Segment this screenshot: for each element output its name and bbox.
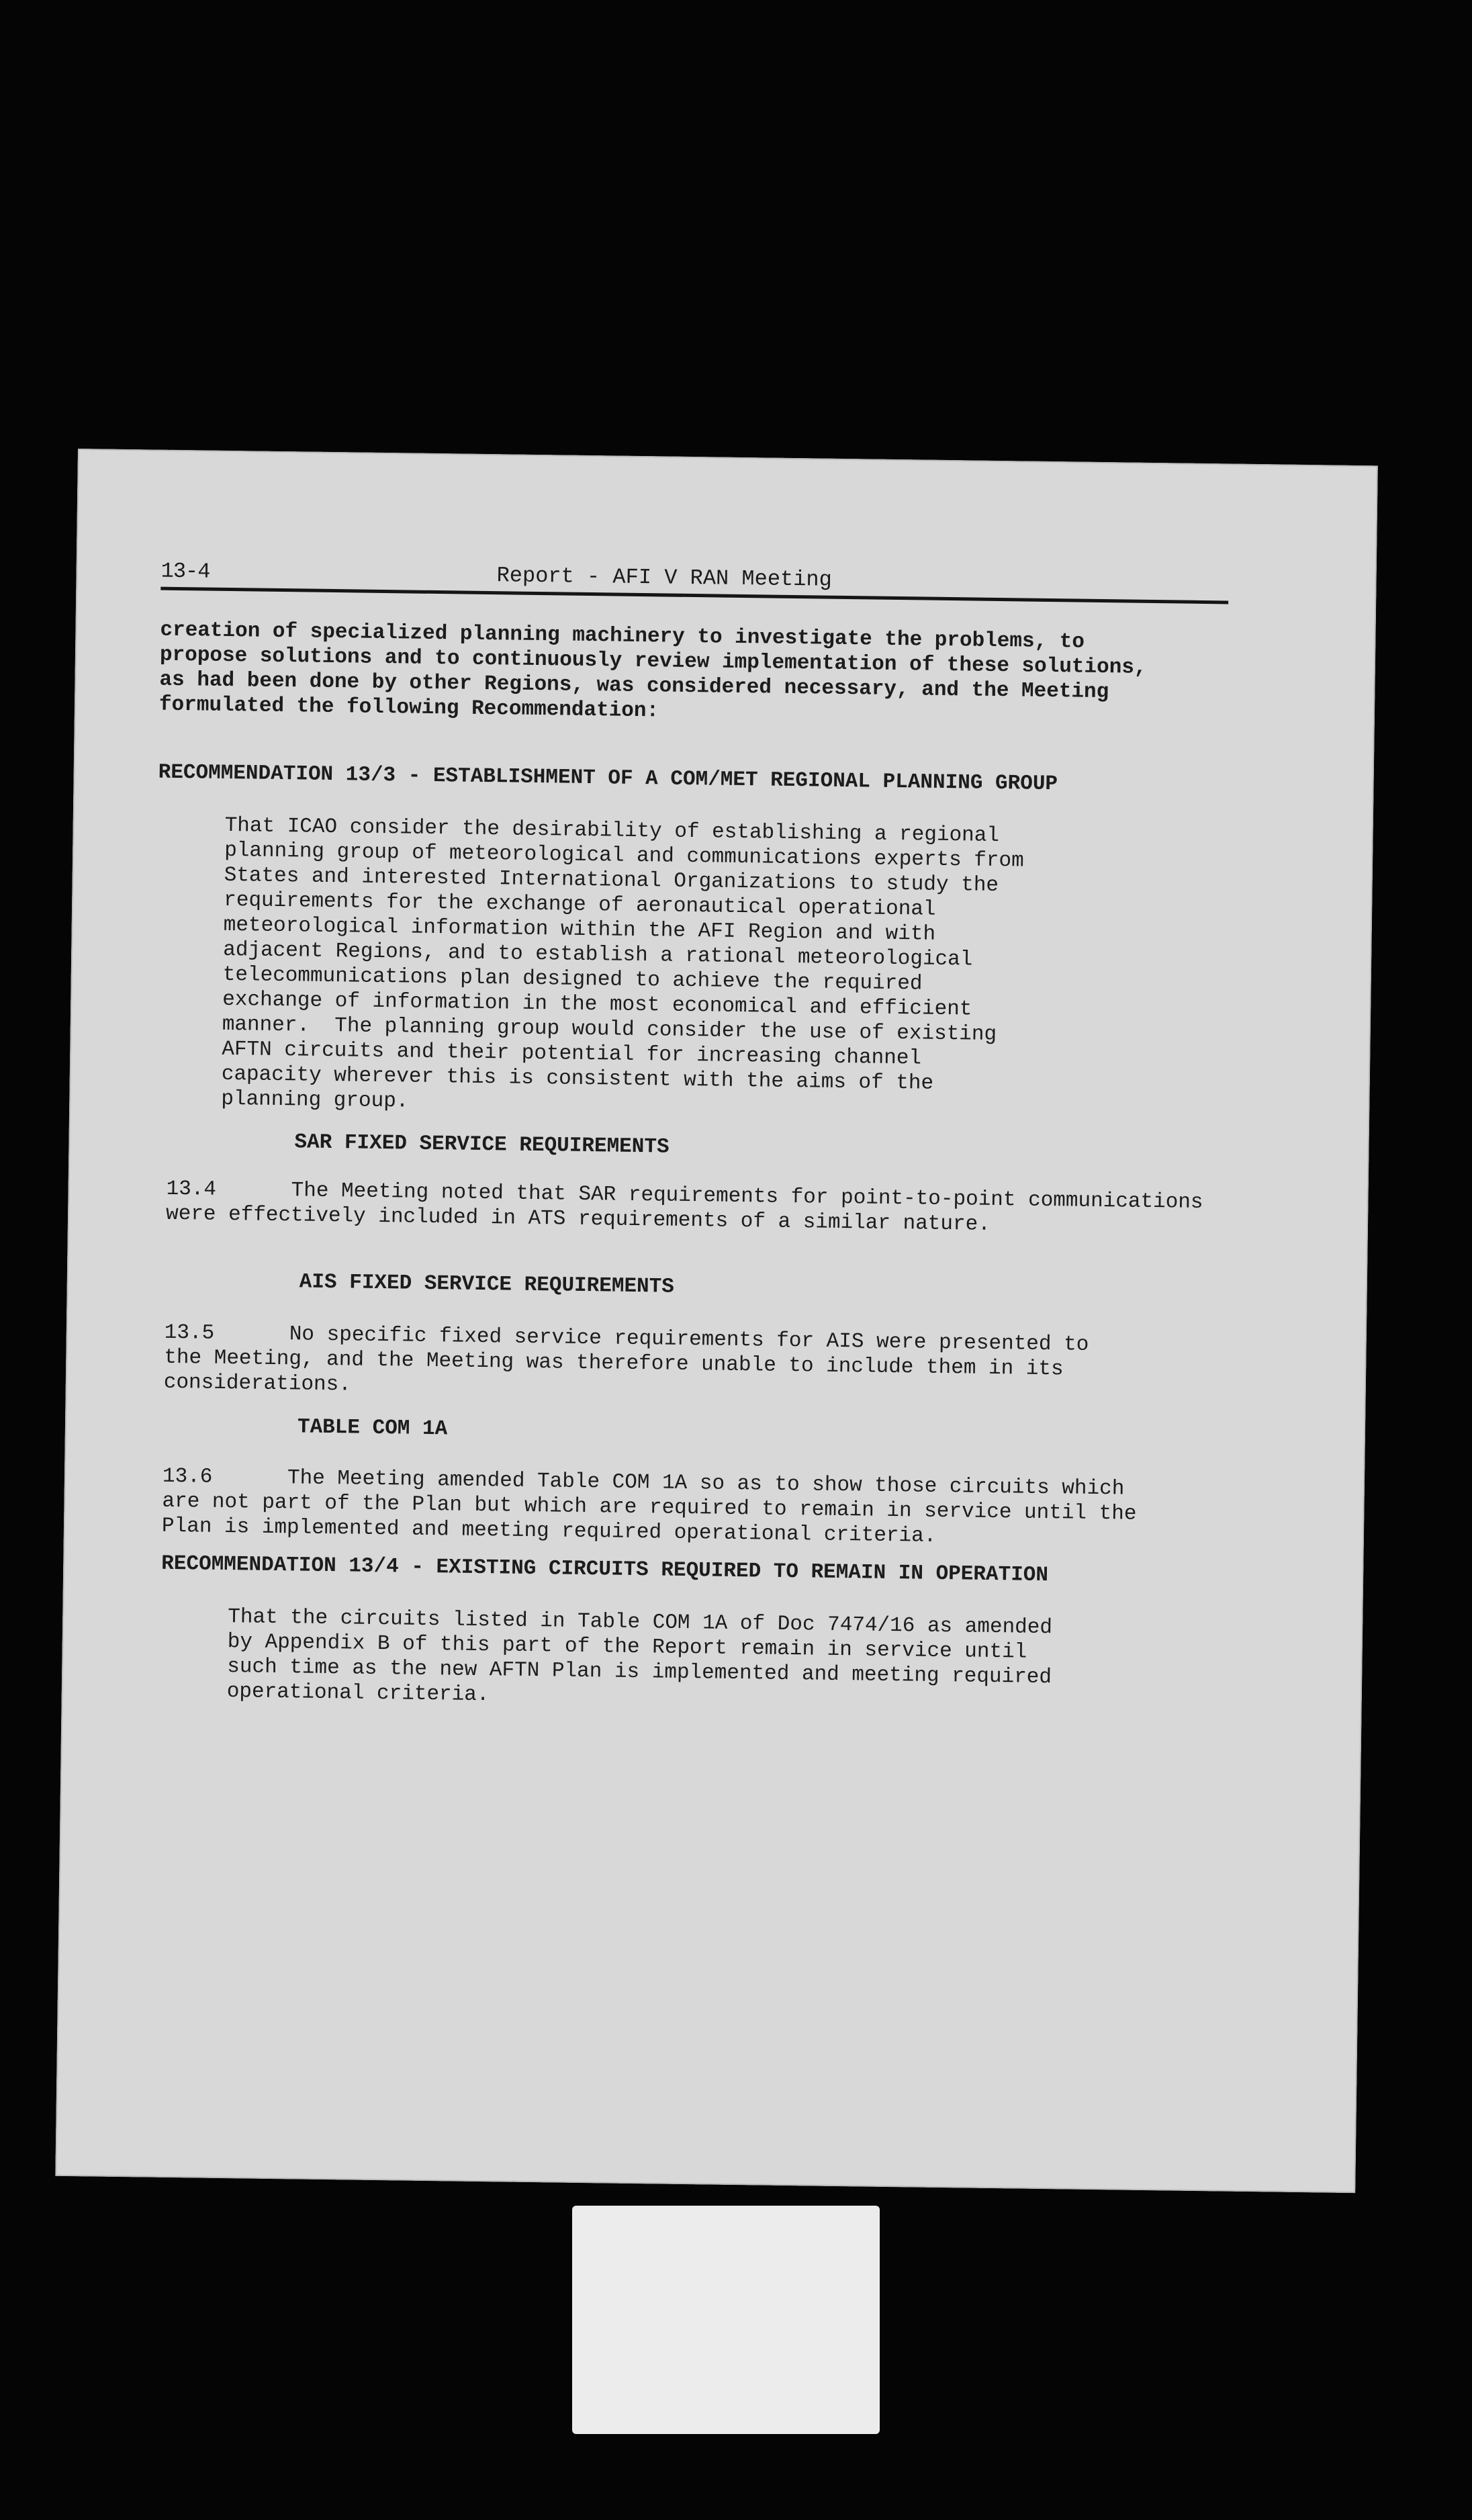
recommendation-13-3-body: That ICAO consider the desirability of establishing a regional planning group of meteorological and communications experts from States and interested International Organizations to study the requirements for the exchange of aeronautical operational meteorological information within the AFI Region and with adjacent Regions, and to establish a rational meteorological telecommunications plan designed to achieve the required exchange of information in the most economical and efficient manner. The planning group would consider the use of existing AFTN circuits and their potential for increasing channel capacity wherever this is consistent with the aims of the planning group.	[221, 813, 1024, 1114]
paragraph-13-5: 13.5 No specific fixed service requirements for AIS were presented to the Meeting, and the Meeting was therefore unable to include them in its considerations.	[163, 1320, 1089, 1397]
report-title: Report - AFI V RAN Meeting	[496, 563, 833, 592]
page-number: 13-4	[160, 558, 210, 584]
page-header	[160, 559, 1228, 604]
ais-section-heading: AIS FIXED SERVICE REQUIREMENTS	[299, 1270, 675, 1299]
table-com-1a-heading: TABLE COM 1A	[297, 1415, 448, 1441]
sar-section-heading: SAR FIXED SERVICE REQUIREMENTS	[294, 1130, 670, 1159]
recommendation-13-4-heading: RECOMMENDATION 13/4 - EXISTING CIRCUITS REQUIRED TO REMAIN IN OPERATION	[161, 1551, 1049, 1588]
blank-target-card	[572, 2206, 880, 2434]
recommendation-13-4-body: That the circuits listed in Table COM 1A of Doc 7474/16 as amended by Appendix B of this part of the Report remain in service until such time as the new AFTN Plan is implemented and meeting required operational criteria.	[226, 1605, 1053, 1707]
report-page	[55, 449, 1378, 2193]
recommendation-13-3-heading: RECOMMENDATION 13/3 - ESTABLISHMENT OF A COM/MET REGIONAL PLANNING GROUP	[158, 760, 1058, 797]
paragraph-13-6: 13.6 The Meeting amended Table COM 1A so as to show those circuits which are not part of the Plan but which are required to remain in service until the Plan is implemented and meeting required operational criteria.	[161, 1464, 1137, 1548]
paragraph-13-4: 13.4 The Meeting noted that SAR requirements for point-to-point communications were effectively included in ATS requirements of a similar nature.	[165, 1177, 1203, 1236]
intro-paragraph: creation of specialized planning machinery to investigate the problems, to propose solutions and to continuously review implementation of these solutions, as had been done by other Regions, was considered necessary, and the Meeting formulated the following Recommendation:	[158, 618, 1147, 723]
